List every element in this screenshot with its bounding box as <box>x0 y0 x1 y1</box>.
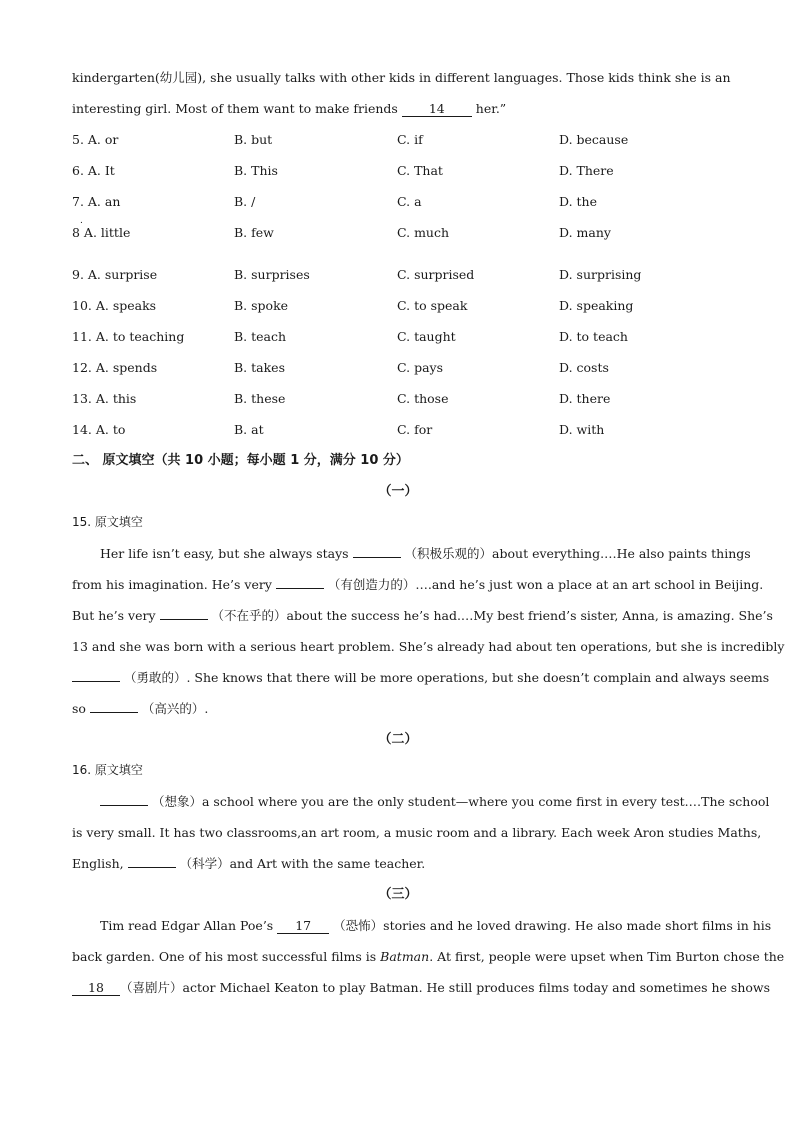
passage-text: （高兴的）. <box>137 701 209 716</box>
answer-blank[interactable] <box>160 619 208 620</box>
option-c: C. those <box>397 391 449 406</box>
passage-line <box>72 662 770 693</box>
passage-text: （科学）and Art with the same teacher. <box>175 856 426 871</box>
answer-blank[interactable] <box>276 588 324 589</box>
passage-text: English, <box>72 856 128 871</box>
question-row-6 <box>72 155 724 186</box>
passage-line <box>72 93 724 124</box>
option-b: B. at <box>234 422 264 437</box>
passage-line <box>72 910 772 941</box>
passage-line <box>72 600 773 631</box>
option-d: D. because <box>559 132 629 147</box>
option-b: B. but <box>234 132 273 147</box>
question-label-15: 15. 原文填空 <box>72 515 143 529</box>
passage-text: interesting girl. Most of them want to make friends <box>72 101 402 116</box>
question-row-13 <box>72 383 724 414</box>
passage-line <box>72 569 764 600</box>
worksheet-page <box>72 62 785 1003</box>
passage-text: （恐怖）stories and he loved drawing. He also made short films in his <box>329 918 772 933</box>
option-c: C. to speak <box>397 298 468 313</box>
question-row-12 <box>72 352 724 383</box>
option-c: C. for <box>397 422 433 437</box>
part-title-2: （二） <box>378 732 418 747</box>
option-d: D. the <box>559 194 597 209</box>
question-row-8 <box>72 217 724 259</box>
option-d: D. with <box>559 422 605 437</box>
option-a: 14. A. to <box>72 422 126 437</box>
question-row-14 <box>72 414 724 445</box>
option-a: 10. A. speaks <box>72 298 157 313</box>
option-c: C. a <box>397 194 422 209</box>
passage-line <box>72 693 724 724</box>
passage-text: back garden. One of his most successful films is <box>72 949 381 964</box>
option-a: 6. A. It <box>72 163 115 178</box>
option-b: B. spoke <box>234 298 289 313</box>
part-title-1: （一） <box>378 484 418 499</box>
option-a: 12. A. spends <box>72 360 158 375</box>
passage-text: . At first, people were upset when Tim Burton chose the <box>429 949 785 964</box>
option-b: B. This <box>234 163 278 178</box>
passage-line <box>72 848 724 879</box>
passage-line <box>72 538 751 569</box>
answer-blank[interactable] <box>100 805 148 806</box>
passage-line: 13 and she was born with a serious heart problem. She’s already had about ten operations, but she is incredibly <box>72 639 785 654</box>
passage-text: her.” <box>471 101 507 116</box>
passage-line: kindergarten(幼儿园), she usually talks with other kids in different languages. Those kids think she is an <box>72 70 731 85</box>
option-d: D. to teach <box>559 329 628 344</box>
answer-blank[interactable] <box>90 712 138 713</box>
option-c: C. much <box>397 225 450 240</box>
passage-text: （积极乐观的）about everything.…He also paints things <box>400 546 751 561</box>
answer-blank-14[interactable]: 14 <box>402 102 472 117</box>
passage-line: is very small. It has two classrooms,an art room, a music room and a library. Each week Aron studies Maths, <box>72 825 762 840</box>
part-title-3: （三） <box>378 887 418 902</box>
option-d: D. surprising <box>559 267 642 282</box>
question-row-9 <box>72 259 724 290</box>
film-title: Batman <box>380 949 430 964</box>
passage-text: （有创造力的）….and he’s just won a place at an art school in Beijing. <box>323 577 764 592</box>
option-b: B. / <box>234 194 256 209</box>
option-d: D. many <box>559 225 611 240</box>
option-b: B. takes <box>234 360 285 375</box>
passage-text: But he’s very <box>72 608 160 623</box>
option-b: B. few <box>234 225 274 240</box>
option-a: 11. A. to teaching <box>72 329 185 344</box>
stray-mark: . <box>80 216 83 226</box>
question-row-7 <box>72 186 724 217</box>
question-label-16: 16. 原文填空 <box>72 763 143 777</box>
option-a: 7. A. an <box>72 194 121 209</box>
answer-blank-18[interactable]: 18 <box>72 981 120 996</box>
passage-text: from his imagination. He’s very <box>72 577 276 592</box>
option-d: D. speaking <box>559 298 634 313</box>
option-d: D. costs <box>559 360 609 375</box>
option-a: 9. A. surprise <box>72 267 158 282</box>
option-b: B. surprises <box>234 267 310 282</box>
passage-line <box>72 941 785 972</box>
passage-text: （想象）a school where you are the only student—where you come first in every test.…The school <box>148 794 770 809</box>
option-c: C. taught <box>397 329 456 344</box>
option-a: 5. A. or <box>72 132 119 147</box>
option-d: D. there <box>559 391 611 406</box>
option-b: B. teach <box>234 329 287 344</box>
answer-blank[interactable] <box>72 681 120 682</box>
passage-text: Tim read Edgar Allan Poe’s <box>100 918 278 933</box>
option-c: C. pays <box>397 360 443 375</box>
question-row-5 <box>72 124 724 155</box>
option-d: D. There <box>559 163 614 178</box>
option-c: C. if <box>397 132 423 147</box>
answer-blank[interactable] <box>353 557 401 558</box>
option-a: 8 A. little <box>72 225 131 240</box>
answer-blank-17[interactable]: 17 <box>277 919 329 934</box>
passage-line <box>72 972 771 1003</box>
option-a: 13. A. this <box>72 391 137 406</box>
option-b: B. these <box>234 391 286 406</box>
passage-text: Her life isn’t easy, but she always stays <box>100 546 353 561</box>
section-heading: 二、 原文填空（共 10 小题；每小题 1 分，满分 10 分） <box>72 453 409 468</box>
passage-text: （不在乎的）about the success he’s had.…My best friend’s sister, Anna, is amazing. She’s <box>207 608 773 623</box>
question-row-10 <box>72 290 724 321</box>
passage-line <box>72 786 770 817</box>
passage-text: （喜剧片）actor Michael Keaton to play Batman. He still produces films today and sometimes he shows <box>120 980 771 995</box>
option-c: C. That <box>397 163 443 178</box>
answer-blank[interactable] <box>128 867 176 868</box>
passage-text: so <box>72 701 90 716</box>
passage-text: （勇敢的）. She knows that there will be more operations, but she doesn’t complain and always seems <box>120 670 770 685</box>
option-c: C. surprised <box>397 267 475 282</box>
question-row-11 <box>72 321 724 352</box>
